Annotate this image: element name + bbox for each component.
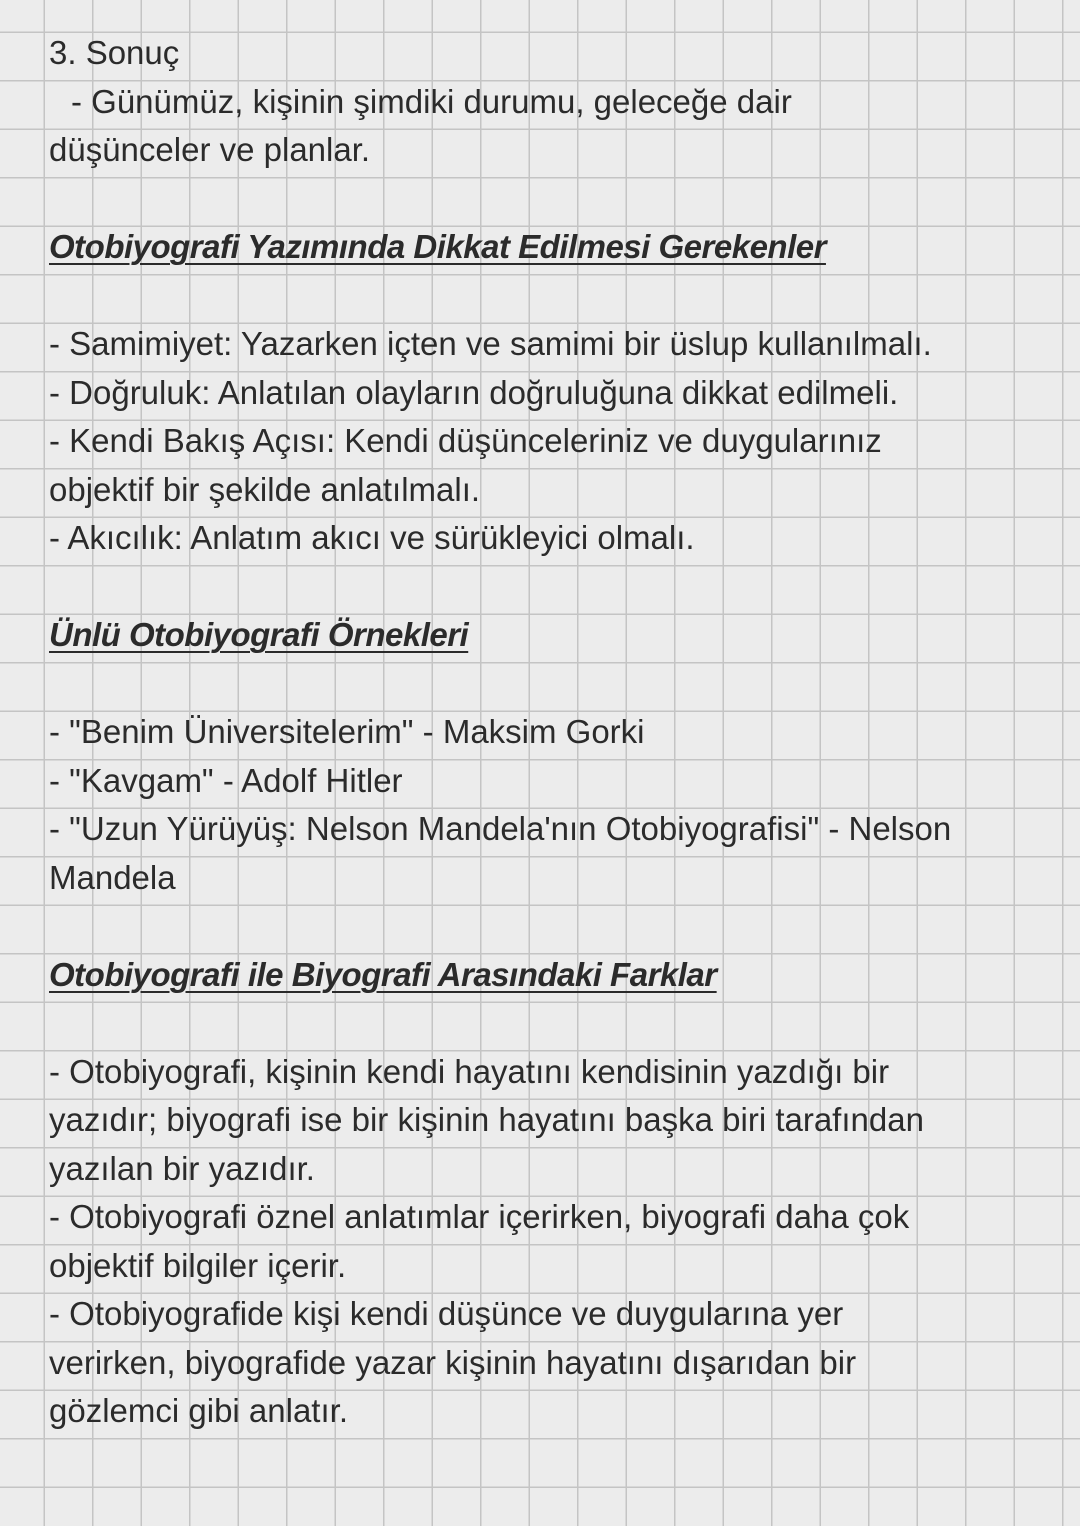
conclusion-section — [49, 29, 1059, 175]
considerations-line: - Samimiyet: Yazarken içten ve samimi bir üslup kullanılmalı. — [49, 325, 932, 362]
differences-section — [49, 951, 1059, 1436]
spacer — [49, 175, 1059, 224]
differences-line: - Otobiyografi öznel anlatımlar içerirken, biyografi daha çok — [49, 1198, 910, 1235]
considerations-line: - Kendi Bakış Açısı: Kendi düşünceleriniz ve duygularınız — [49, 422, 882, 459]
considerations-heading: Otobiyografi Yazımında Dikkat Edilmesi Gerekenler — [49, 228, 826, 265]
conclusion-title: 3. Sonuç — [49, 34, 180, 71]
differences-heading: Otobiyografi ile Biyografi Arasındaki Farklar — [49, 955, 717, 993]
differences-line: yazıdır; biyografi ise bir kişinin hayatını başka biri tarafından — [49, 1101, 924, 1138]
spacer — [49, 999, 1059, 1048]
differences-line: verirken, biyografide yazar kişinin hayatını dışarıdan bir — [49, 1343, 857, 1381]
examples-line: - "Uzun Yürüyüş: Nelson Mandela'nın Otobiyografisi" - Nelson — [49, 810, 952, 847]
differences-line: gözlemci gibi anlatır. — [49, 1392, 348, 1429]
considerations-line: - Akıcılık: Anlatım akıcı ve sürükleyici olmalı. — [49, 519, 695, 556]
spacer — [49, 272, 1059, 321]
examples-line: Mandela — [49, 858, 176, 896]
differences-line: - Otobiyografide kişi kendi düşünce ve duygularına yer — [49, 1295, 844, 1332]
spacer — [49, 660, 1059, 709]
examples-line: - "Kavgam" - Adolf Hitler — [49, 761, 403, 799]
spacer — [49, 563, 1059, 612]
differences-line: objektif bilgiler içerir. — [49, 1246, 347, 1284]
notebook-page — [49, 29, 1059, 1436]
examples-section — [49, 611, 1059, 902]
conclusion-line: düşünceler ve planlar. — [49, 131, 371, 168]
conclusion-line: - Günümüz, kişinin şimdiki durumu, geleceğe dair — [71, 82, 792, 120]
examples-heading: Ünlü Otobiyografi Örnekleri — [49, 616, 469, 653]
differences-line: yazılan bir yazıdır. — [49, 1149, 315, 1187]
considerations-line: objektif bir şekilde anlatılmalı. — [49, 470, 481, 508]
considerations-section — [49, 223, 1059, 563]
examples-line: - "Benim Üniversitelerim" - Maksim Gorki — [49, 713, 645, 750]
considerations-line: - Doğruluk: Anlatılan olayların doğruluğuna dikkat edilmeli. — [49, 373, 899, 411]
spacer — [49, 902, 1059, 951]
differences-line: - Otobiyografi, kişinin kendi hayatını kendisinin yazdığı bir — [49, 1052, 890, 1090]
